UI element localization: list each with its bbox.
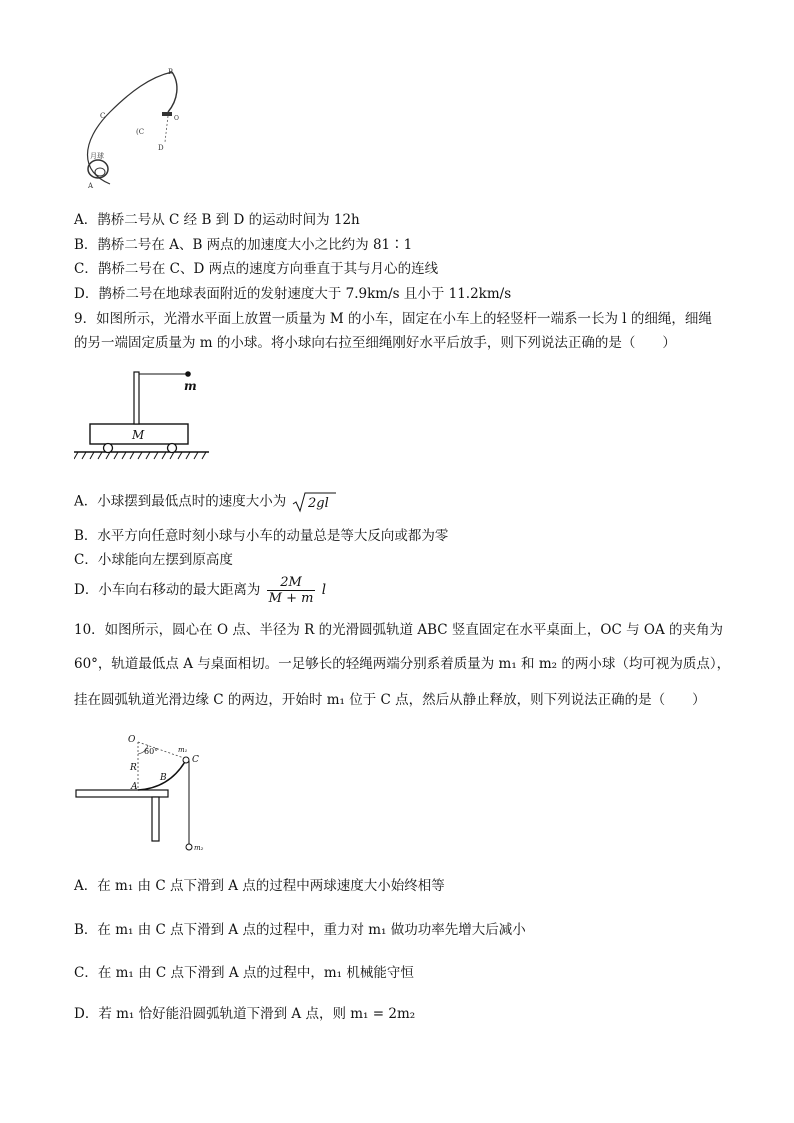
q8-option-d: D．鹊桥二号在地球表面附近的发射速度大于 7.9km/s 且小于 11.2km/s [74,286,512,302]
q10-option-a: A．在 m₁ 由 C 点下滑到 A 点的过程中两球速度大小始终相等 [74,878,445,894]
point-d-label: D [158,144,164,152]
moon-label: 月球 [90,152,104,160]
point-c2-label: C [100,112,106,120]
fraction-numerator: 2M [267,575,316,591]
mass-m1-label: m₁ [178,746,188,754]
point-c-label: (C [136,128,145,136]
point-o-label: O [174,115,179,122]
q9-option-c: C．小球能向左摆到原高度 [74,552,233,568]
q9-option-a: A．小球摆到最低点时的速度大小为 2gl [74,491,337,513]
radius-label: R [130,763,137,773]
q8-option-b: B．鹊桥二号在 A、B 两点的加速度大小之比约为 81∶1 [74,237,413,253]
ball-mass-label: m [184,379,197,393]
q10-stem-line2: 60°，轨道最低点 A 与桌面相切。一足够长的轻绳两端分别系着质量为 m₁ 和 m₂ 的两小球（均可视为质点）， [74,656,731,672]
q9-stem-line1: 9．如图所示，光滑水平面上放置一质量为 M 的小车，固定在小车上的轻竖杆一端系一长为 l 的细绳，细绳 [74,311,712,327]
point-c-label: C [192,755,199,765]
angle-label: 60° [144,747,159,756]
q10-stem-line1: 10．如图所示，圆心在 O 点、半径为 R 的光滑圆弧轨道 ABC 竖直固定在水平桌面上，OC 与 OA 的夹角为 [74,622,723,638]
sqrt-radicand: 2gl [307,496,329,511]
q10-option-c: C．在 m₁ 由 C 点下滑到 A 点的过程中，m₁ 机械能守恒 [74,965,414,981]
arc-track-figure [74,728,214,856]
point-a-label: A [88,182,94,190]
fraction-denominator: M + m [268,591,314,606]
q9-option-b: B．水平方向任意时刻小球与小车的动量总是等大反向或都为零 [74,528,449,544]
point-b-label: B [160,773,167,783]
center-o-label: O [128,735,136,745]
orbit-figure [80,62,200,192]
cart-mass-label: M [132,428,145,442]
point-b-label: B [168,68,174,76]
point-a-label: A [131,782,138,792]
sqrt-expression [291,491,337,513]
q8-option-a: A．鹊桥二号从 C 经 B 到 D 的运动时间为 12h [74,212,360,228]
q10-option-d: D．若 m₁ 恰好能沿圆弧轨道下滑到 A 点，则 m₁ = 2m₂ [74,1006,416,1022]
q9-stem-line2: 的另一端固定质量为 m 的小球。将小球向右拉至细绳刚好水平后放手，则下列说法正确的是（ ） [74,335,676,351]
cart-pendulum-figure [74,364,214,464]
fraction [267,575,316,606]
mass-m2-label: m₂ [194,844,204,852]
q10-option-b: B．在 m₁ 由 C 点下滑到 A 点的过程中，重力对 m₁ 做功功率先增大后减小 [74,922,526,938]
q8-option-c: C．鹊桥二号在 C、D 两点的速度方向垂直于其与月心的连线 [74,261,439,277]
q9-option-d: D．小车向右移动的最大距离为 $\frac{2M}{M + m}$ l [74,575,327,606]
q10-stem-line3: 挂在圆弧轨道光滑边缘 C 的两边，开始时 m₁ 位于 C 点，然后从静止释放，则下列说法正确的是（ ） [74,692,706,708]
